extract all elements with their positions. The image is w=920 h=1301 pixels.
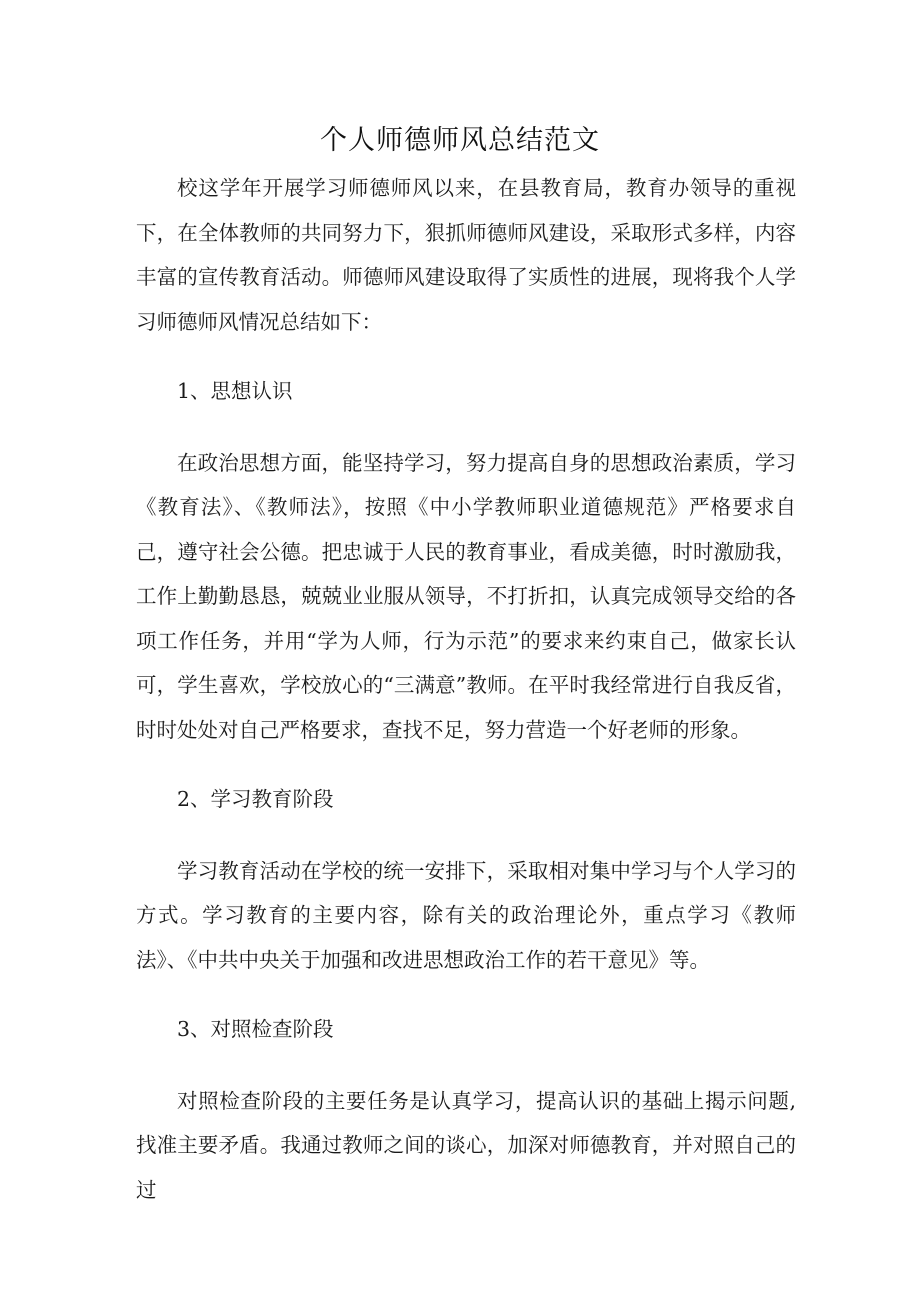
page-title: 个人师德师风总结范文 [320,125,600,156]
spacer [136,1052,796,1079]
review-paragraph: 对照检查阶段的主要任务是认真学习，提高认识的基础上揭示问题,找准主要矛盾。我通过教师之间的谈心，加深对师德教育，并对照自己的过 [136,1088,796,1202]
spacer [136,414,796,441]
spacer [136,344,796,369]
study-paragraph: 学习教育活动在学校的统一安排下，采取相对集中学习与个人学习的方式。学习教育的主要内容，除有关的政治理论外，重点学习《教师法》、《中共中央关于加强和改进思想政治工作的若干意见》等。 [136,858,796,972]
spacer [136,822,796,849]
section-heading-review: 3、对照检查阶段 [177,1017,334,1041]
thinking-paragraph: 在政治思想方面，能坚持学习，努力提高自身的思想政治素质，学习《教育法》、《教师法》，按照《中小学教师职业道德规范》严格要求自己，遵守社会公德。把忠诚于人民的教育事业，看成美德，时时激励我，工作上勤勤恳恳，兢兢业业服从领导，不打折扣，认真完成领导交给的各项工作任务，并用“学为人师，行为示范”的要求来约束自己，做家长认可，学生喜欢，学校放心的“三满意”教师。在平时我经常进行自我反省，时时处处对自己严格要求，查找不足，努力营造一个好老师的形象。 [136,450,796,742]
section-heading-study: 2、学习教育阶段 [177,787,334,811]
section-heading-thinking: 1、思想认识 [177,379,293,403]
intro-paragraph: 校这学年开展学习师德师风以来，在县教育局，教育办领导的重视下，在全体教师的共同努力下，狠抓师德师风建设，采取形式多样，内容丰富的宣传教育活动。师德师风建设取得了实质性的进展，现将我个人学习师德师风情况总结如下： [136,176,796,334]
spacer [136,982,796,1007]
document-body [136,166,796,1212]
spacer [136,752,796,777]
